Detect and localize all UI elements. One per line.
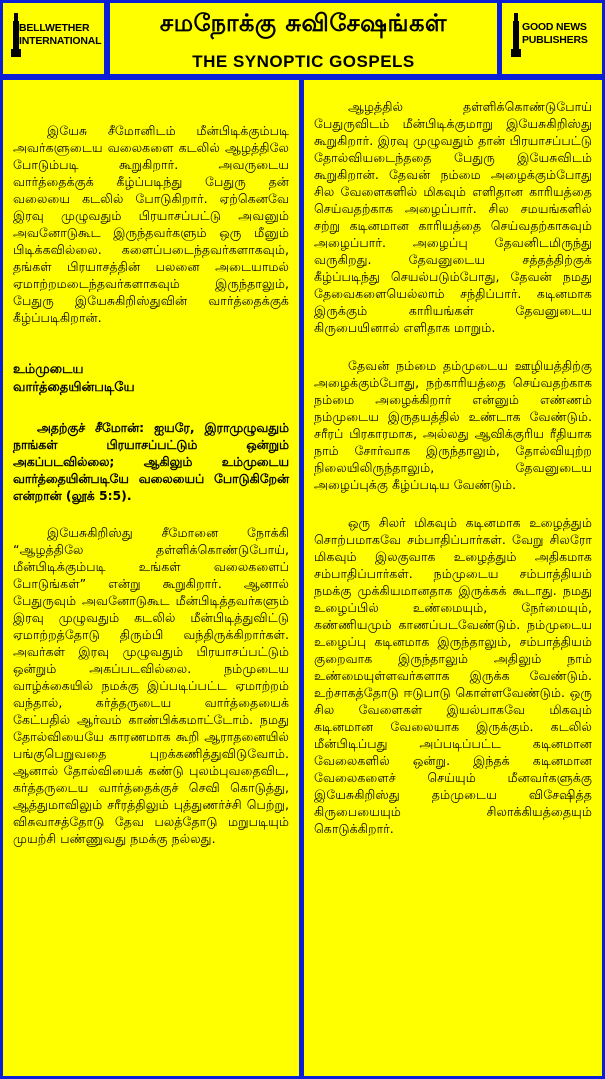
right-paragraph-3: ஒரு சிலர் மிகவும் கடினமாக உழைத்தும் சொற்பமாகவே சம்பாதிப்பார்கள். வேறு சிலரோ மிகவும் இலகுவாக உழைத்தும் அதிகமாக சம்பாதிப்பார்கள். நம்முடைய சம்பாத்தியம் நமக்கு முக்கியமானதாக இருக்கக் கூடாது. நமது உழைப்பில் உண்மையும், நேர்மையும், கண்ணியமும் காணப்படவேண்டும். நம்முடைய உழைப்பு கடினமாக இருந்தாலும், சம்பாத்தியம் குறைவாக இருந்தாலும் அதிலும் நாம் உண்மையுள்ளவர்களாக இருக்க வேண்டும். உற்சாகத்தோடு ஈடுபாடு கொள்ளவேண்டும். ஒரு சில வேளைகள் இயல்பாகவே மிகவும் கடினமான வேலையாக இருக்கும். கடலில் மீன்பிடிப்பது அப்படிப்பட்ட கடினமான வேலைகளில் ஒன்று. இந்தக் கடினமான வேலைகளைச் செய்யும் மீனவர்களுக்கு இயேசுகிறிஸ்து தம்முடைய விசேஷித்த கிருபையையும் சிலாக்கியத்தையும் கொடுக்கிறார். — [314, 515, 592, 836]
page-title-tamil: சமநோக்கு சுவிசேஷங்கள் — [159, 9, 448, 37]
title-panel — [110, 3, 497, 74]
good-news-logo-panel — [502, 3, 602, 74]
section-heading: உம்முடைய வார்த்தையின்படியே — [13, 362, 135, 395]
good-news-figure-icon — [511, 13, 521, 57]
page-title-english: THE SYNOPTIC GOSPELS — [192, 52, 415, 71]
scripture-quote: அதற்குச் சீமோன்: ஐயரே, இராமுழுவதும் நாங்கள் பிரயாசப்பட்டும் ஒன்றும் அகப்படவில்லை; ஆகிலும் உம்முடைய வார்த்தையின்படியே வலையைப் போடுகிறேன் என்றான் (லூக் 5:5). — [13, 420, 289, 503]
left-paragraph-2: இயேசுகிறிஸ்து சீமோனை நோக்கி “ஆழத்திலே தள்ளிக்கொண்டுபோய், மீன்பிடிக்கும்படி உங்கள் வலைகளைப் போடுங்கள்” என்று கூறுகிறார். ஆனால் பேதுருவும் அவனோடுகூட மீன்பிடித்தவர்களும் இரவு முழுவதும் கடலில் மீன்பிடித்துவிட்டு ஏமாற்றத்தோடு திரும்பி வந்திருக்கிறார்கள். அவர்கள் இரவு முழுவதும் பிரயாசப்பட்டும் ஒன்றும் அகப்படவில்லை. நம்முடைய வாழ்க்கையில் நமக்கு இப்படிப்பட்ட ஏமாற்றம் வந்தால், கர்த்தருடைய வார்த்தையைக் கேட்பதில் ஆர்வம் காண்பிக்கமாட்டோம். நமது தோல்வியையே காரணமாக கூறி ஆராதனையில் பங்குபெறுவதை புறக்கணித்துவிடுவோம். ஆனால் தோல்வியைக் கண்டு புலம்புவதைவிட, கர்த்தருடைய வார்த்தைக்குச் செவி கொடுத்து, ஆத்துமாவிலும் சரீரத்திலும் புத்துணர்ச்சி பெற்று, விசுவாசத்தோடு தேவ பலத்தோடு மறுபடியும் முயற்சி பண்ணுவது நமக்கு நல்லது. — [13, 525, 289, 846]
bellwether-logo-panel — [3, 3, 104, 74]
bellwether-name: BELLWETHER — [19, 22, 90, 34]
right-column — [304, 80, 602, 1076]
bellwether-subtitle: INTERNATIONAL — [19, 35, 102, 47]
right-paragraph-1: ஆழத்தில் தள்ளிக்கொண்டுபோய் பேதுருவிடம் மீன்பிடிக்குமாறு இயேசுகிறிஸ்து கூறுகிறார். இரவு முழுவதும் தான் பிரயாசப்பட்டு தோல்வியடைந்ததை பேதுரு இயேசுவிடம் கூறுகிறான். தேவன் நம்மை அழைக்கும்போது சில வேளைகளில் மிகவும் எளிதான காரியத்தை செய்வதற்காக அழைப்பார். சில சமயங்களில் சற்று கடினமான காரியத்தை செய்வதற்காகவும் அழைப்பார். அழைப்பு தேவனிடமிருந்து வருகிறது. தேவனுடைய சத்தத்திற்குக் கீழ்ப்படிந்து செயல்படும்போது, தேவன் நமது தேவைகளையெல்லாம் சந்திப்பார். கடினமாக இருக்கும் காரியங்கள் தேவனுடைய கிருபையினால் எளிதாக மாறும். — [314, 99, 592, 335]
good-news-name: GOOD NEWS — [522, 21, 587, 33]
left-paragraph-1: இயேசு சீமோனிடம் மீன்பிடிக்கும்படி அவர்களுடைய வலைகளை கடலில் ஆழத்திலே போடும்படி கூறுகிறார். அவருடைய வார்த்தைக்குக் கீழ்ப்படிந்து பேதுரு தன் வலையை கடலில் போடுகிறார். ஏற்கெனவே இரவு முழுவதும் பிரயாசப்பட்டு அவனும் அவனோடுகூட இருந்தவர்களும் ஒரு மீனும் பிடிக்கவில்லை. களைப்படைந்தவர்களாகவும், தங்கள் பிரயாசத்தின் பலனை அடையாமல் ஏமாற்றமடைந்தவர்களாகவும் இருந்தாலும், பேதுரு இயேசுகிறிஸ்துவின் வார்த்தைக்குக் கீழ்ப்படிகிறான். — [13, 123, 289, 325]
good-news-subtitle: PUBLISHERS — [522, 34, 588, 46]
right-paragraph-2: தேவன் நம்மை தம்முடைய ஊழியத்திற்கு அழைக்கும்போது, நற்காரியத்தை செய்வதற்காக நம்மை அழைக்கிறார் என்னும் எண்ணம் நம்முடைய இருதயத்தில் உண்டாக வேண்டும். சரீரப் பிரகாரமாக, அல்லது ஆவிக்குரிய ரீதியாக நாம் சோர்வாக இருந்தாலும், தோல்வியுற்ற நிலையிலிருந்தாலும், தேவனுடைய அழைப்புக்கு கீழ்ப்படிய வேண்டும். — [314, 358, 592, 492]
left-column — [3, 80, 299, 1076]
